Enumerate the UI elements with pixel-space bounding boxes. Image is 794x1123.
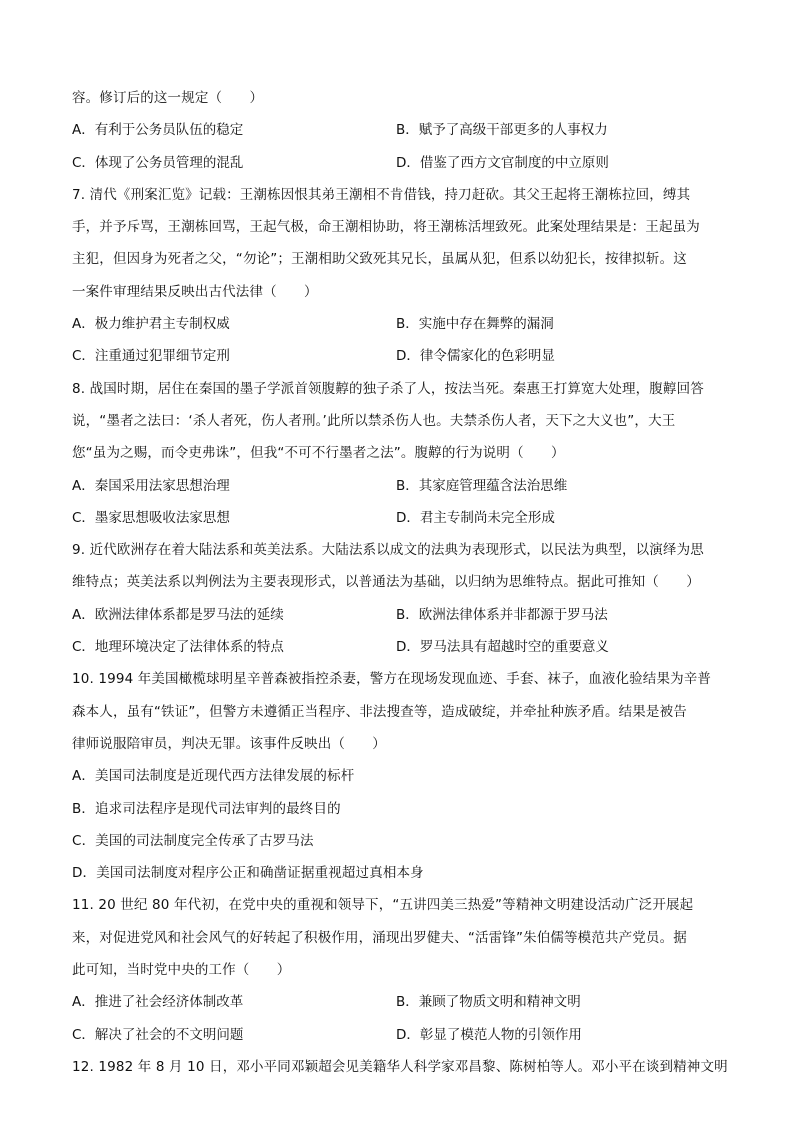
question-stem-line: 8. 战国时期，居住在秦国的墨子学派首领腹䵍的独子杀了人，按法当死。秦惠王打算宽大处理，腹䵍回答 (72, 380, 704, 397)
question-stem-line: 7. 清代《刑案汇览》记载：王潮栋因恨其弟王潮相不肯借钱，持刀赶砍。其父王起将王潮栋拉回，缚其 (72, 186, 691, 203)
question-8 (72, 379, 726, 528)
option-c: C．墨家思想吸收法家思想 (72, 509, 230, 526)
option-row (72, 346, 726, 366)
question-stem-line: 来，对促进党风和社会风气的好转起了积极作用，涌现出罗健夫、“活雷锋”朱伯儒等模范共产党员。据 (72, 929, 687, 946)
question-11 (72, 895, 726, 1044)
option-row (72, 637, 726, 657)
question-stem-line: 主犯，但因身为死者之父，“勿论”；王潮相助父致死其兄长，虽属从犯，但系以幼犯长，按律拟斩。这 (72, 251, 687, 268)
option-b: B．赋予了高级干部更多的人事权力 (396, 122, 608, 139)
option-b: B．兼顾了物质文明和精神文明 (396, 994, 581, 1011)
option-row (72, 476, 726, 496)
question-9 (72, 540, 726, 657)
question-stem-line: 您“虽为之赐，而令吏弗诛”，但我“不可不行墨者之法”。腹䵍的行为说明（ ） (72, 445, 565, 462)
option-a: A．极力维护君主专制权威 (72, 316, 230, 333)
question-stem-line: 12. 1982 年 8 月 10 日，邓小平同邓颖超会见美籍华人科学家邓昌黎、陈树柏等人。邓小平在谈到精神文明 (72, 1058, 728, 1075)
option-c: C．解决了社会的不文明问题 (72, 1026, 244, 1043)
exam-page (72, 88, 726, 1089)
option-a: A．推进了社会经济体制改革 (72, 994, 244, 1011)
option-a: A．有利于公务员队伍的稳定 (72, 122, 244, 139)
question-6 (72, 88, 726, 173)
question-stem-line: 一案件审理结果反映出古代法律（ ） (72, 283, 318, 300)
option-b: B．其家庭管理蕴含法治思维 (396, 477, 568, 494)
question-stem-line: 11. 20 世纪 80 年代初，在党中央的重视和领导下，“五讲四美三热爱”等精神文明建设活动广泛开展起 (72, 897, 694, 914)
question-stem-line: 10. 1994 年美国橄榄球明星辛普森被指控杀妻，警方在现场发现血迹、手套、袜子，血液化验结果为辛普 (72, 671, 712, 688)
option-a: A．欧洲法律体系都是罗马法的延续 (72, 606, 284, 623)
option-row (72, 508, 726, 528)
option-row (72, 120, 726, 140)
question-stem-line: 9. 近代欧洲存在着大陆法系和英美法系。大陆法系以成文的法典为表现形式，以民法为典型，以演绎为思 (72, 542, 704, 559)
option-c: C．体现了公务员管理的混乱 (72, 154, 244, 171)
option-row (72, 1025, 726, 1045)
option-d: D．罗马法具有超越时空的重要意义 (396, 639, 609, 656)
option-row (72, 314, 726, 334)
option-b: B．追求司法程序是现代司法审判的最终目的 (72, 800, 341, 817)
question-7 (72, 185, 726, 366)
option-c: C．地理环境决定了法律体系的特点 (72, 639, 284, 656)
option-a: A．美国司法制度是近现代西方法律发展的标杆 (72, 768, 355, 785)
question-stem-line: 维特点；英美法系以判例法为主要表现形式，以普通法为基础，以归纳为思维特点。据此可推知（ ） (72, 574, 700, 591)
option-d: D．彰显了模范人物的引领作用 (396, 1026, 582, 1043)
question-10 (72, 669, 726, 883)
question-stem-line: 容。修订后的这一规定（ ） (72, 90, 264, 106)
option-d: D．美国司法制度对程序公正和确凿证据重视超过真相本身 (72, 865, 424, 882)
question-stem-line: 说，“墨者之法曰：‘杀人者死，伤人者刑。’此所以禁杀伤人也。夫禁杀伤人者，天下之大义也”，大王 (72, 412, 676, 429)
question-12 (72, 1057, 726, 1077)
option-b: B．实施中存在舞弊的漏洞 (396, 316, 554, 333)
question-stem-line: 手，并予斥骂，王潮栋回骂，王起气极，命王潮相协助，将王潮栋活埋致死。此案处理结果是：王起虽为 (72, 219, 700, 236)
option-d: D．律令儒家化的色彩明显 (396, 348, 555, 365)
question-stem-line: 森本人，虽有“铁证”，但警方未遵循正当程序、非法搜查等，造成破绽，并牵扯种族矛盾。结果是被告 (72, 703, 687, 720)
option-c: C．注重通过犯罪细节定刑 (72, 348, 230, 365)
question-stem-line: 此可知，当时党中央的工作（ ） (72, 962, 291, 979)
option-row (72, 992, 726, 1012)
option-row (72, 605, 726, 625)
option-d: D．君主专制尚未完全形成 (396, 509, 555, 526)
option-row (72, 153, 726, 173)
option-a: A．秦国采用法家思想治理 (72, 477, 230, 494)
option-d: D．借鉴了西方文官制度的中立原则 (396, 154, 609, 171)
question-stem-line: 律师说服陪审员，判决无罪。该事件反映出（ ） (72, 735, 386, 752)
option-b: B．欧洲法律体系并非都源于罗马法 (396, 606, 608, 623)
option-c: C．美国的司法制度完全传承了古罗马法 (72, 832, 314, 849)
